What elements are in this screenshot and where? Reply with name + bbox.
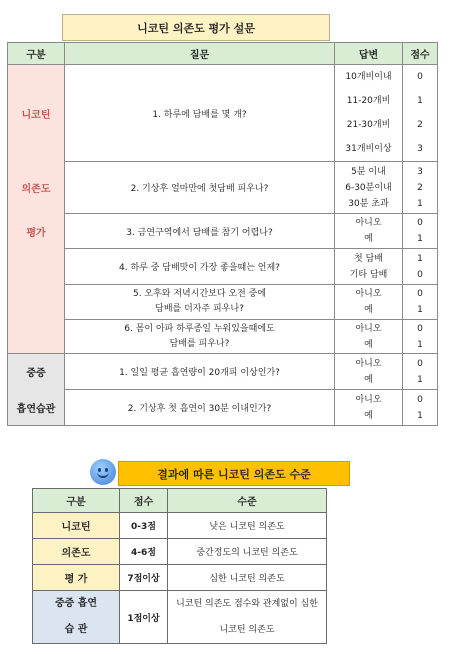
answer-cell: 5분 이내 6-30분이내 30분 초과 [335, 162, 403, 214]
score-cell: 3 2 1 [403, 162, 438, 214]
survey-title: 니코틴 의존도 평가 설문 [62, 14, 330, 41]
header-category: 구분 [8, 43, 65, 65]
category-cell: 의존도 [8, 162, 65, 214]
answer-cell: 아니오 예 [335, 390, 403, 426]
category-cell [8, 320, 65, 354]
score-cell: 0 1 [403, 390, 438, 426]
result-header-category: 구분 [33, 489, 120, 513]
question-text: 4. 하루 중 담배맛이 가장 좋을때는 언제? [65, 249, 335, 285]
score-cell: 0 1 [403, 354, 438, 390]
result-score: 4-6점 [120, 539, 168, 565]
survey-table [7, 42, 438, 426]
result-category-cell: 니코틴 [33, 513, 120, 539]
answer-cell: 아니오 예 [335, 320, 403, 354]
category-cell: 니코틴 [8, 65, 65, 162]
score-cell: 1 0 [403, 249, 438, 285]
result-header-score: 점수 [120, 489, 168, 513]
answer-cell: 아니오 예 [335, 285, 403, 320]
score-cell: 0 1 2 3 [403, 65, 438, 162]
question-text: 3. 금연구역에서 담배를 참기 어렵나? [65, 214, 335, 249]
category-cell: 평가 [8, 214, 65, 249]
category-cell: 흡연습관 [8, 390, 65, 426]
result-table [32, 488, 327, 644]
category-cell [8, 285, 65, 320]
score-cell: 0 1 [403, 285, 438, 320]
result-level: 낮은 니코틴 의존도 [168, 513, 327, 539]
answer-cell: 아니오 예 [335, 354, 403, 390]
smiley-icon [90, 459, 116, 485]
result-score: 0-3점 [120, 513, 168, 539]
result-level: 니코틴 의존도 점수와 관계없이 심한 니코틴 의존도 [168, 591, 327, 644]
question-text: 1. 하루에 담배를 몇 개? [65, 65, 335, 162]
question-text: 2. 기상후 첫 흡연이 30분 이내인가? [65, 390, 335, 426]
result-score: 7점이상 [120, 565, 168, 591]
result-title: 결과에 따른 니코틴 의존도 수준 [118, 461, 350, 486]
header-score: 점수 [403, 43, 438, 65]
category-cell [8, 249, 65, 285]
answer-cell: 첫 담배 기타 담배 [335, 249, 403, 285]
result-header-level: 수준 [168, 489, 327, 513]
score-cell: 0 1 [403, 320, 438, 354]
result-level: 중간정도의 니코틴 의존도 [168, 539, 327, 565]
answer-cell: 10개비이내 11-20개비 21-30개비 31개비이상 [335, 65, 403, 162]
result-category-cell: 중증 흡연 습 관 [33, 591, 120, 644]
question-text: 5. 오후와 저녁시간보다 오전 중에 담배를 더자주 피우나? [65, 285, 335, 320]
score-cell: 0 1 [403, 214, 438, 249]
category-cell: 중증 [8, 354, 65, 390]
question-text: 2. 기상후 얼마만에 첫담배 피우나? [65, 162, 335, 214]
result-category-cell: 의존도 [33, 539, 120, 565]
answer-cell: 아니오 예 [335, 214, 403, 249]
question-text: 6. 몸이 아파 하루종일 누워있을때에도 담배를 피우나? [65, 320, 335, 354]
question-text: 1. 일일 평균 흡연량이 20개피 이상인가? [65, 354, 335, 390]
header-question: 질문 [65, 43, 335, 65]
header-answer: 답변 [335, 43, 403, 65]
result-category-cell: 평 가 [33, 565, 120, 591]
result-score: 1점이상 [120, 591, 168, 644]
result-level: 심한 니코틴 의존도 [168, 565, 327, 591]
